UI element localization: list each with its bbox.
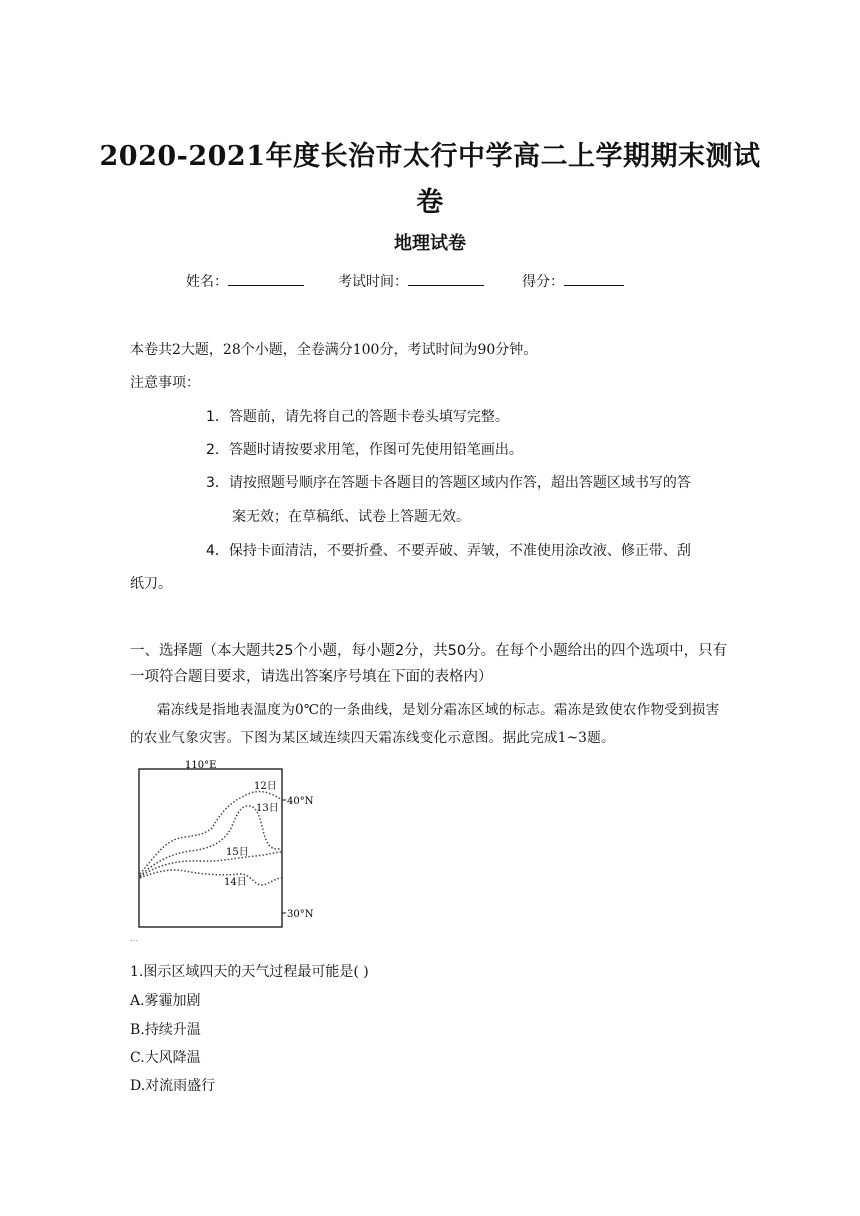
lat-label-top: 40°N bbox=[287, 796, 314, 807]
notice-item-3-line1: 3．请按照题号顺序在答题卡各题目的答题区域内作答，超出答题区域书写的答 bbox=[206, 475, 691, 491]
lon-label: 110°E bbox=[185, 760, 217, 771]
passage-text: 霜冻线是指地表温度为0℃的一条曲线，是划分霜冻区域的标志。霜冻是致使农作物受到损害的农业气象灾害。下图为某区域连续四天霜冻线变化示意图。据此完成1~3题。 bbox=[130, 702, 720, 746]
page-subtitle: 地理试卷 bbox=[394, 233, 466, 254]
notice-item-2: 2．答题时请按要求用笔，作图可先使用铅笔画出。 bbox=[206, 442, 523, 458]
time-blank bbox=[408, 271, 484, 286]
page-title-line1: 2020-2021年度长治市太行中学高二上学期期末测试 bbox=[99, 141, 761, 172]
question-1-stem: 1.图示区域四天的天气过程最可能是( ) bbox=[130, 964, 369, 980]
figure-ellipsis: … bbox=[130, 934, 138, 943]
name-blank bbox=[228, 271, 304, 286]
notice-item-1: 1．答题前，请先将自己的答题卡卷头填写完整。 bbox=[206, 409, 509, 425]
frost-line-15 bbox=[140, 852, 282, 877]
notice-item-4-line1: 4．保持卡面清洁，不要折叠、不要弄破、弄皱，不准使用涂改液、修正带、刮 bbox=[206, 543, 691, 559]
exam-intro: 本卷共2大题，28个小题，全卷满分100分，考试时间为90分钟。 bbox=[130, 342, 538, 358]
curve-label-14: 14日 bbox=[224, 877, 247, 888]
question-1-option-a: A.雾霾加剧 bbox=[130, 993, 201, 1009]
curve-label-15: 15日 bbox=[226, 847, 249, 858]
notice-heading: 注意事项： bbox=[130, 375, 200, 391]
page-title-line2: 卷 bbox=[416, 187, 444, 218]
score-label: 得分： bbox=[522, 274, 564, 290]
time-field bbox=[338, 271, 484, 291]
score-field bbox=[522, 271, 624, 291]
curve-label-13: 13日 bbox=[256, 803, 279, 814]
notice-item-3-line2: 案无效；在草稿纸、试卷上答题无效。 bbox=[232, 509, 470, 525]
frost-line-13 bbox=[140, 806, 282, 876]
frost-line-figure bbox=[130, 756, 330, 946]
name-field bbox=[186, 271, 304, 291]
section-heading: 一、选择题（本大题共25个小题，每小题2分，共50分。在每个小题给出的四个选项中，只有一项符合题目要求，请选出答案序号填在下面的表格内） bbox=[130, 643, 728, 685]
frost-line-14 bbox=[140, 870, 282, 885]
name-label: 姓名： bbox=[186, 274, 228, 290]
time-label: 考试时间： bbox=[338, 274, 408, 290]
map-frame bbox=[139, 769, 282, 927]
lat-label-bottom: 30°N bbox=[287, 909, 314, 920]
question-1-option-d: D.对流雨盛行 bbox=[130, 1078, 216, 1094]
curve-label-12: 12日 bbox=[254, 781, 277, 792]
notice-item-4-line2: 纸刀。 bbox=[130, 576, 172, 592]
score-blank bbox=[564, 271, 624, 286]
question-1-option-b: B.持续升温 bbox=[130, 1022, 201, 1038]
question-1-option-c: C.大风降温 bbox=[130, 1050, 201, 1066]
